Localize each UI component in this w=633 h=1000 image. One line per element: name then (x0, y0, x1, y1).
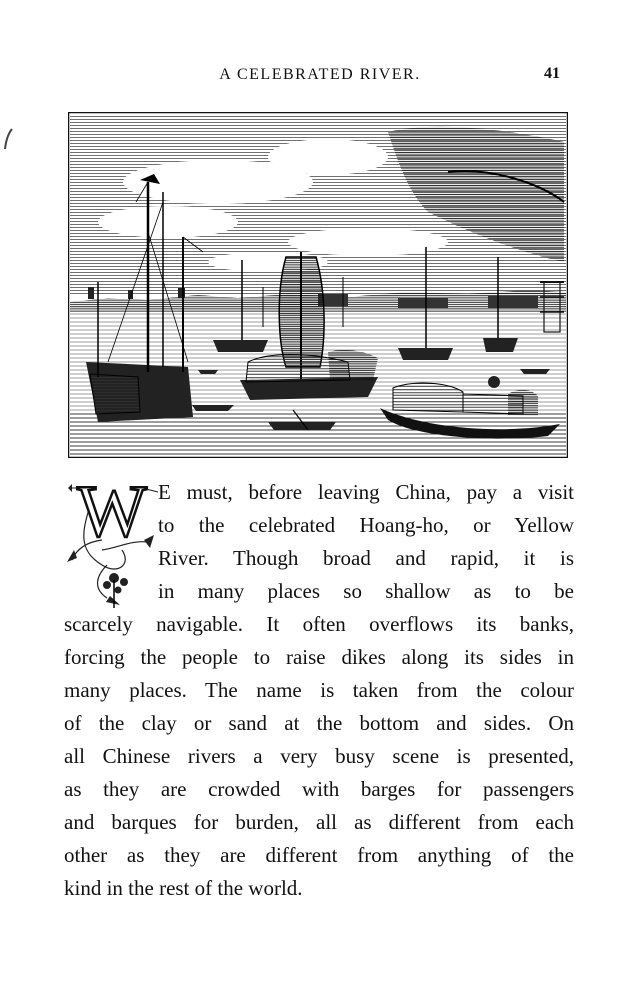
text-line: as they are crowded with barges for passengers (64, 777, 574, 801)
text-line: River. Though broad and rapid, it is (158, 546, 574, 570)
harbour-engraving (68, 112, 568, 458)
running-title: A CELEBRATED RIVER. (219, 66, 421, 83)
text-line: to the celebrated Hoang-ho, or Yellow (158, 513, 574, 537)
text-line: all Chinese rivers a very busy scene is presented, (64, 744, 574, 768)
text-line: and barques for burden, all as different from each (64, 810, 574, 834)
text-line: of the clay or sand at the bottom and sides. On (64, 711, 574, 735)
text-line: other as they are different from anything of the (64, 843, 574, 867)
page-number: 41 (544, 65, 560, 82)
drop-cap-letter: W (77, 471, 147, 553)
text-line: many places. The name is taken from the colour (64, 678, 574, 702)
text-line: kind in the rest of the world. (64, 876, 303, 900)
text-line: scarcely navigable. It often overflows its banks, (64, 612, 574, 636)
text-line: forcing the people to raise dikes along its sides in (64, 645, 574, 669)
text-line: E must, before leaving China, pay a visit (158, 480, 574, 504)
text-line: in many places so shallow as to be (158, 579, 574, 603)
margin-mark (2, 128, 16, 150)
ornamental-drop-cap (62, 470, 164, 610)
